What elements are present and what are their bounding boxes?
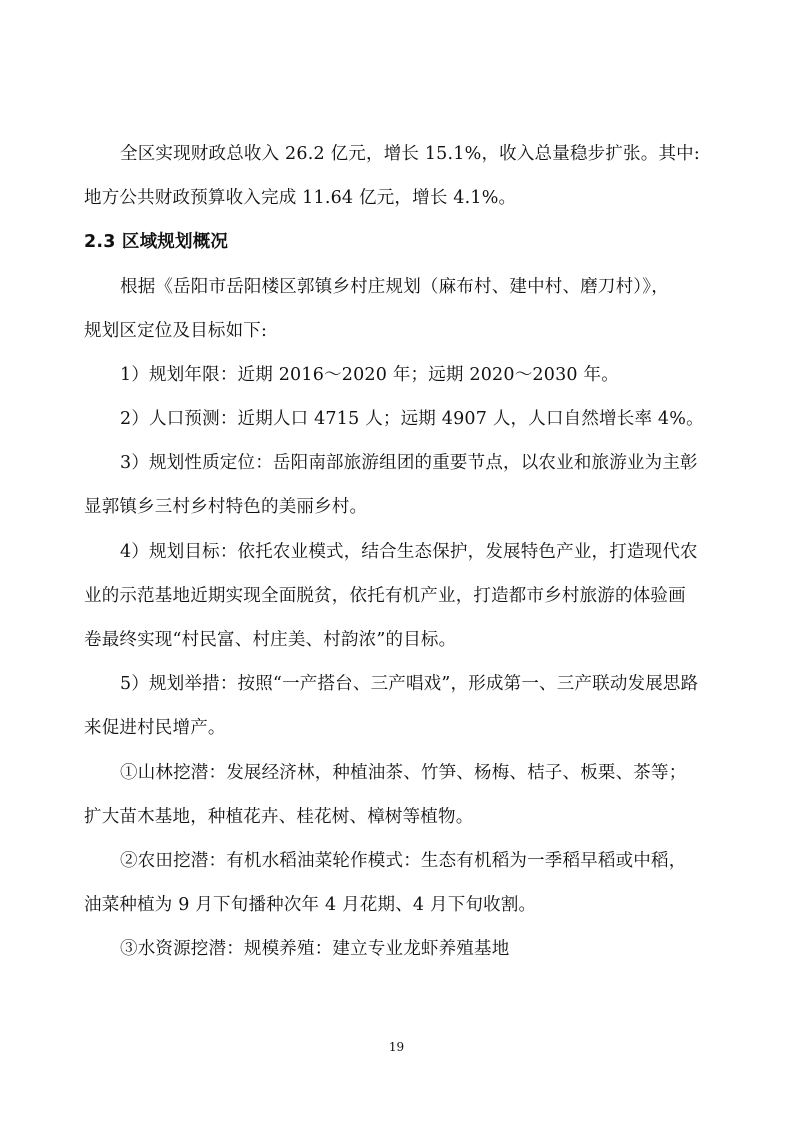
paragraph-line: 规划区定位及目标如下:	[84, 321, 268, 341]
list-item-line: 2）人口预测：近期人口 4715 人；远期 4907 人，人口自然增长率 4%。	[120, 409, 704, 429]
paragraph-line: 地方公共财政预算收入完成 11.64 亿元，增长 4.1%。	[84, 188, 517, 208]
sub-item-line: ③水资源挖潜：规模养殖：建立专业龙虾养殖基地	[120, 939, 510, 959]
list-item-line: 显郭镇乡三村乡村特色的美丽乡村。	[84, 497, 368, 517]
sub-item-line: 油菜种植为 9 月下旬播种次年 4 月花期、4 月下旬收割。	[84, 895, 537, 915]
list-item-line: 来促进村民增产。	[84, 718, 226, 738]
section-heading: 2.3 区域规划概况	[84, 232, 229, 252]
list-item-line: 5）规划举措：按照“一产搭台、三产唱戏”，形成第一、三产联动发展思路	[120, 674, 699, 694]
sub-item-line: ②农田挖潜：有机水稻油菜轮作模式：生态有机稻为一季稻早稻或中稻，	[120, 851, 687, 871]
page-number: 19	[388, 1040, 405, 1054]
sub-item-line: ①山林挖潜：发展经济林，种植油茶、竹笋、杨梅、桔子、板栗、茶等；	[120, 763, 687, 783]
paragraph-line: 根据《岳阳市岳阳楼区郭镇乡村庄规划（麻布村、建中村、磨刀村）》，	[120, 277, 669, 297]
list-item-line: 卷最终实现“村民富、村庄美、村韵浓”的目标。	[84, 630, 457, 650]
list-item-line: 业的示范基地近期实现全面脱贫，依托有机产业，打造都市乡村旅游的体验画	[84, 586, 686, 606]
list-item-line: 4）规划目标：依托农业模式，结合生态保护，发展特色产业，打造现代农	[120, 542, 698, 562]
list-item-line: 3）规划性质定位：岳阳南部旅游组团的重要节点，以农业和旅游业为主彰	[120, 453, 698, 473]
paragraph-line: 全区实现财政总收入 26.2 亿元，增长 15.1%，收入总量稳步扩张。其中:	[120, 144, 700, 164]
sub-item-line: 扩大苗木基地，种植花卉、桂花树、樟树等植物。	[84, 807, 474, 827]
list-item-line: 1）规划年限：近期 2016～2020 年；远期 2020～2030 年。	[120, 365, 619, 385]
